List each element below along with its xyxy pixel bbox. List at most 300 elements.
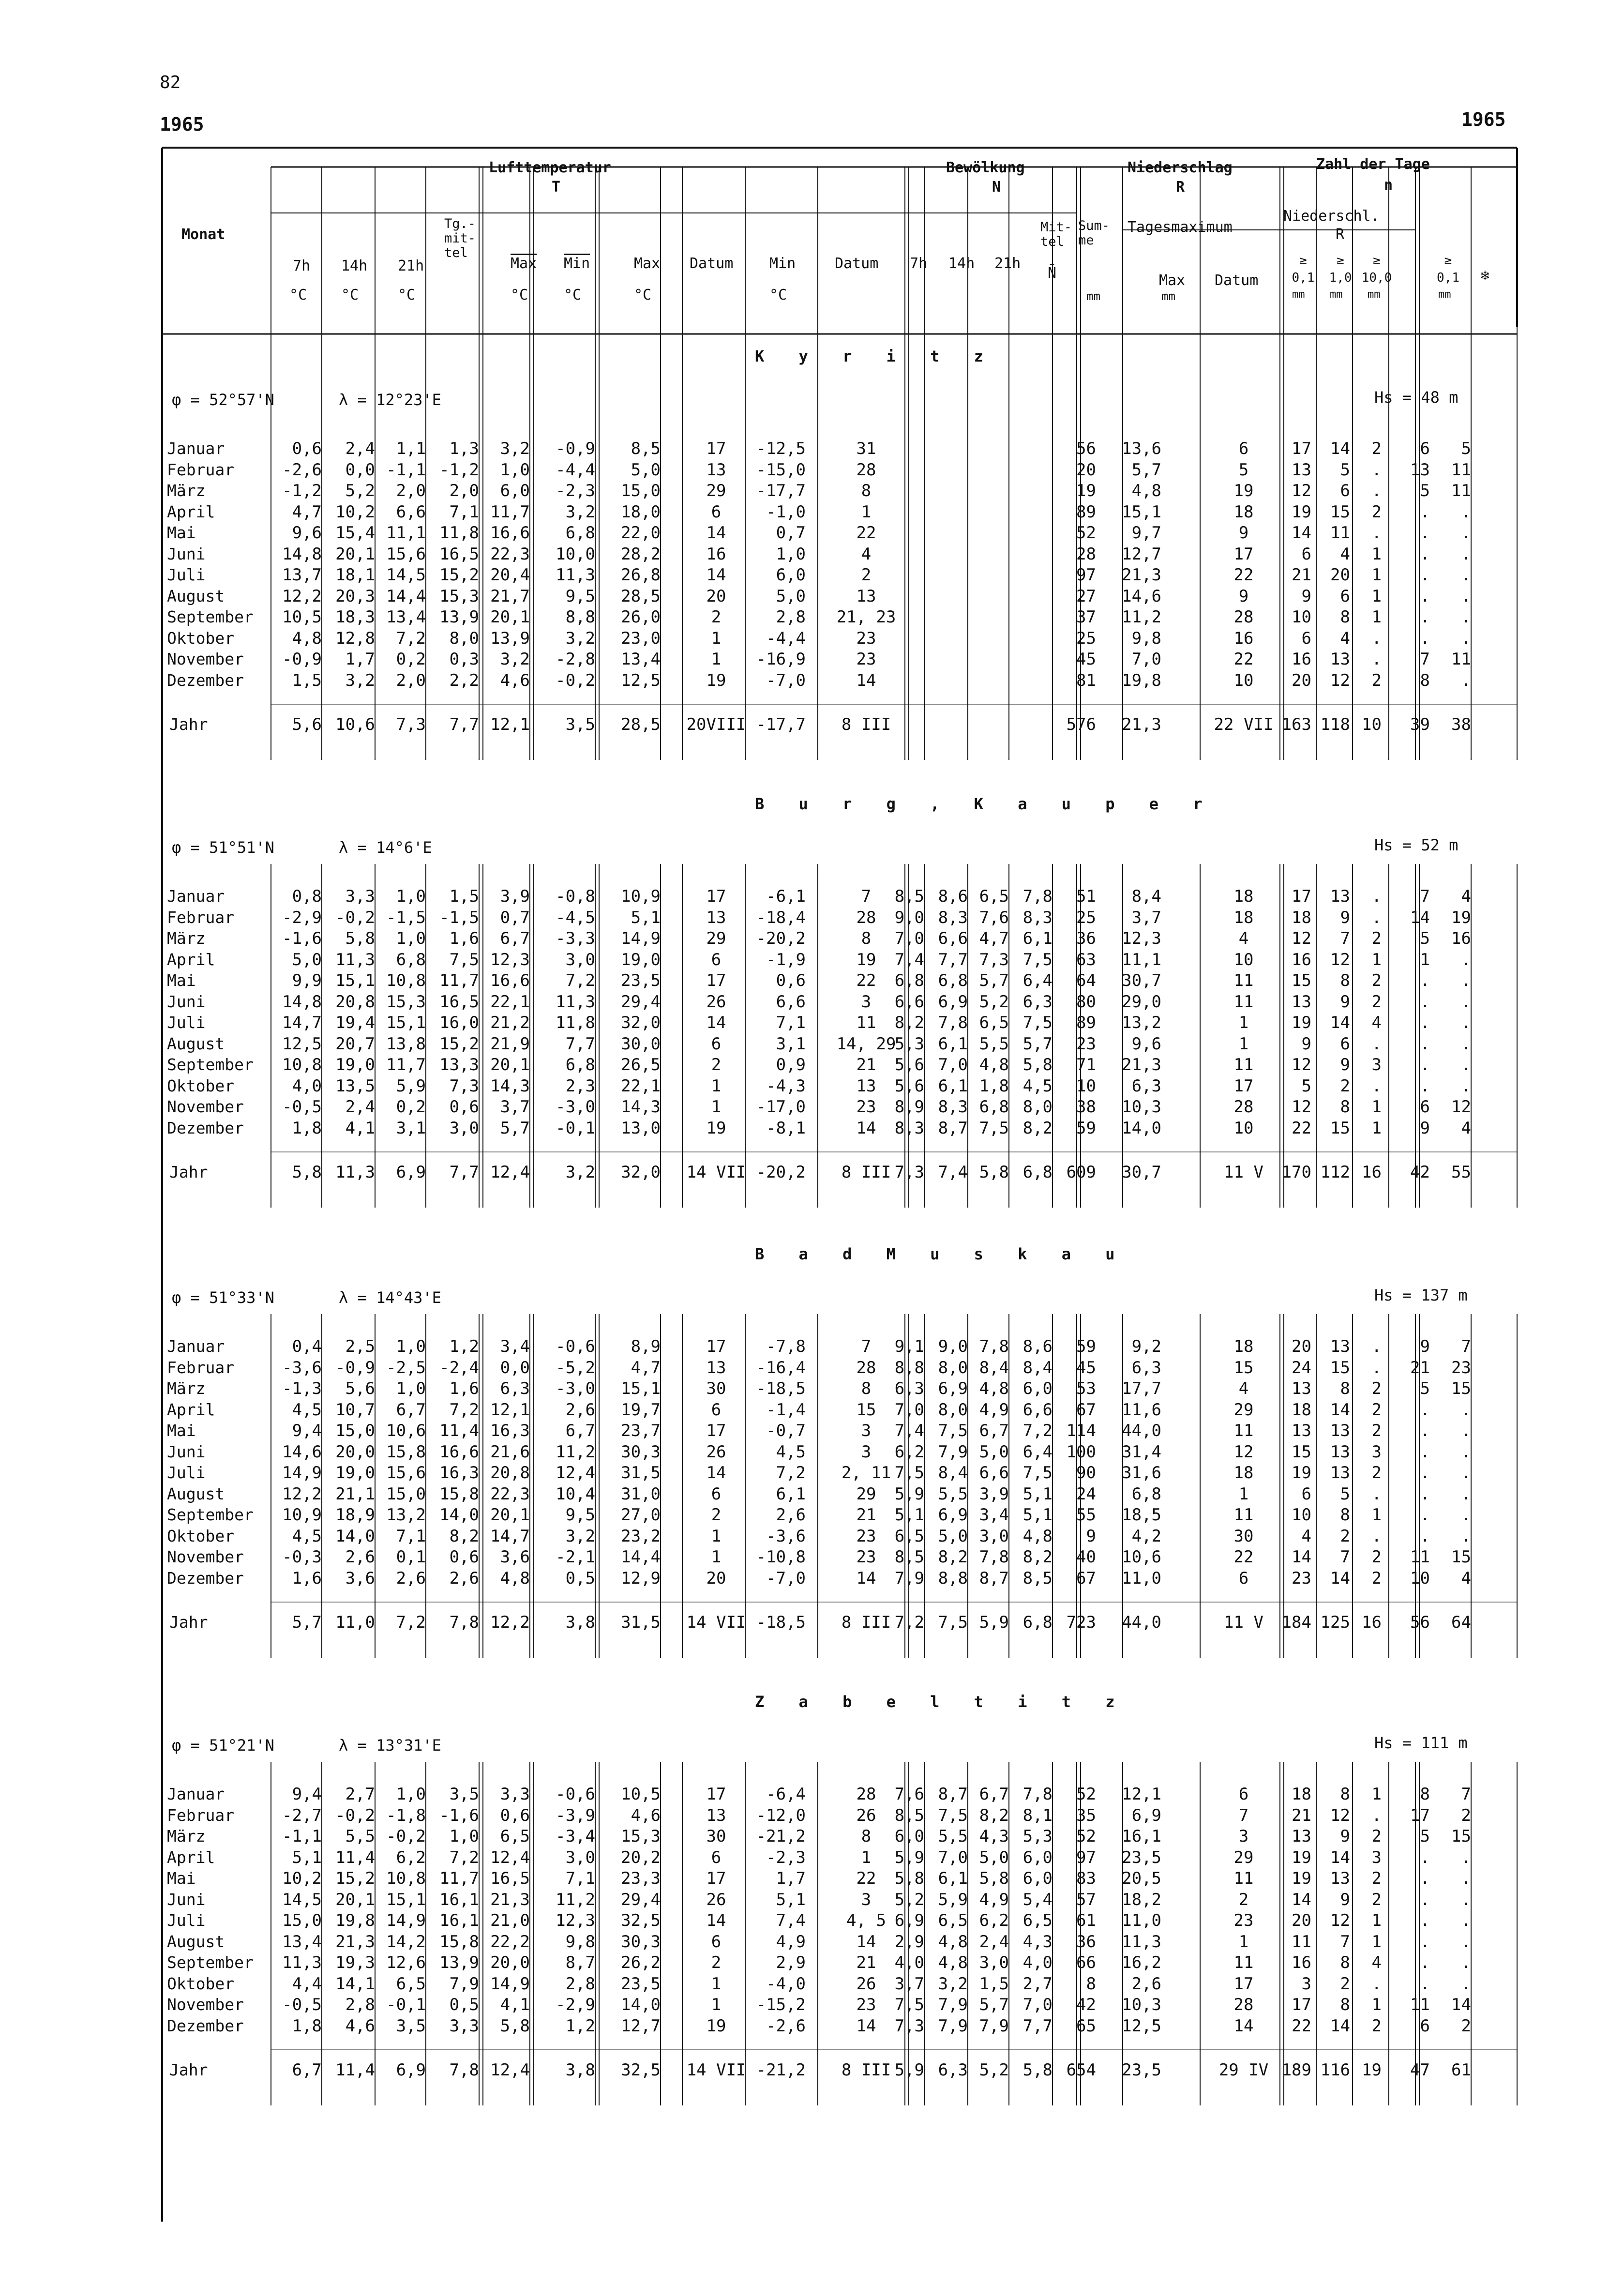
- table-cell: 4,7: [631, 1358, 661, 1377]
- table-cell: 57: [1076, 1890, 1096, 1909]
- table-cell: 11,3: [556, 992, 595, 1012]
- header-bewoelkung-symbol: N: [992, 179, 1001, 196]
- table-cell: .: [1461, 586, 1471, 606]
- month-label: Januar: [167, 1785, 225, 1803]
- table-cell: 7,5: [1023, 950, 1053, 969]
- table-cell: 6,8: [565, 523, 595, 543]
- table-cell: -12,0: [756, 1805, 806, 1825]
- table-cell: 5,5: [979, 1034, 1009, 1054]
- table-cell: 29: [706, 481, 726, 500]
- table-cell: 21: [856, 1055, 876, 1074]
- table-cell: 2,9: [894, 1932, 924, 1952]
- table-cell: 5,1: [292, 1847, 322, 1867]
- table-cell: 14: [1330, 1847, 1350, 1867]
- table-cell: 16,2: [1122, 1953, 1161, 1972]
- table-cell: 2,0: [449, 481, 479, 500]
- table-cell: 5: [1420, 1379, 1430, 1398]
- table-cell: 18,9: [335, 1505, 375, 1525]
- header-unit-mm-4: mm: [1438, 288, 1451, 301]
- header-summe: Sum-me: [1078, 218, 1110, 248]
- header-ge01b: ≥ 0,1: [1437, 253, 1459, 285]
- table-cell: .: [1461, 1442, 1471, 1462]
- table-cell: 36: [1076, 1932, 1096, 1952]
- table-cell: 31,4: [1122, 1442, 1161, 1462]
- table-cell: 10,2: [282, 1869, 322, 1888]
- table-cell: .: [1420, 1421, 1430, 1440]
- table-cell: 18: [1233, 1463, 1254, 1483]
- table-cell: 9,2: [1131, 1337, 1161, 1356]
- station-name: B a d M u s k a u: [755, 1245, 1128, 1263]
- table-cell: 22,0: [621, 523, 661, 543]
- table-cell: 13,0: [621, 1118, 661, 1138]
- table-cell: .: [1371, 1974, 1382, 1994]
- table-cell: .: [1371, 1358, 1382, 1377]
- station-height: Hs = 137 m: [1374, 1286, 1468, 1304]
- table-cell: 9: [1238, 523, 1249, 543]
- year-total-cell: 125: [1320, 1613, 1350, 1632]
- table-cell: 8,2: [1023, 1547, 1053, 1567]
- table-cell: .: [1420, 992, 1430, 1012]
- table-cell: 9: [1340, 1827, 1350, 1846]
- table-cell: 11,7: [439, 1869, 479, 1888]
- table-cell: 2: [1238, 1890, 1249, 1909]
- table-cell: 1,5: [449, 887, 479, 906]
- table-cell: 23,5: [621, 971, 661, 990]
- table-cell: 12,4: [556, 1463, 595, 1483]
- table-cell: 6,6: [1023, 1400, 1053, 1420]
- table-cell: 9: [1086, 1526, 1096, 1546]
- table-cell: 12,3: [490, 950, 530, 969]
- table-cell: 20,2: [621, 1847, 661, 1867]
- month-label: September: [167, 1953, 254, 1972]
- table-cell: 4: [1461, 887, 1471, 906]
- table-cell: 1: [1371, 1911, 1382, 1930]
- table-cell: 2,6: [396, 1568, 426, 1588]
- table-cell: .: [1371, 1337, 1382, 1356]
- table-cell: 14,1: [335, 1974, 375, 1994]
- table-cell: 8: [1340, 607, 1350, 627]
- header-summe-unit: mm: [1086, 289, 1100, 303]
- table-cell: 40: [1076, 1547, 1096, 1567]
- table-cell: 3,2: [500, 650, 530, 669]
- table-cell: 19: [1292, 1847, 1311, 1867]
- year-total-cell: 28,5: [621, 715, 661, 734]
- table-cell: 7,4: [894, 950, 924, 969]
- table-cell: -3,6: [766, 1526, 806, 1546]
- year-total-cell: 8 III: [841, 1613, 891, 1632]
- table-cell: 1,5: [979, 1974, 1009, 1994]
- table-cell: .: [1420, 1484, 1430, 1504]
- table-cell: 5,5: [938, 1484, 968, 1504]
- month-label: Mai: [167, 1869, 196, 1888]
- table-cell: 15,8: [439, 1932, 479, 1952]
- station-name: K y r i t z: [755, 347, 996, 365]
- table-cell: 8,3: [894, 1118, 924, 1138]
- table-cell: 2: [711, 1953, 722, 1972]
- table-cell: -2,3: [766, 1847, 806, 1867]
- table-cell: 10: [1233, 950, 1254, 969]
- table-cell: 14: [1330, 1568, 1350, 1588]
- table-cell: 3: [861, 1442, 872, 1462]
- table-cell: .: [1461, 1911, 1471, 1930]
- snowflake-icon: ❄: [1481, 267, 1490, 284]
- header-ge10: ≥ 1,0: [1329, 253, 1352, 285]
- table-cell: 8,0: [1023, 1097, 1053, 1117]
- table-cell: 22,3: [490, 1484, 530, 1504]
- table-cell: 20: [1330, 565, 1350, 585]
- table-cell: .: [1461, 565, 1471, 585]
- table-cell: 26: [706, 1890, 726, 1909]
- table-cell: 14,3: [490, 1076, 530, 1096]
- table-cell: 8,4: [979, 1358, 1009, 1377]
- header-unit-mm-1: mm: [1292, 288, 1305, 301]
- table-cell: 11,7: [386, 1055, 426, 1074]
- header-monat: Monat: [181, 226, 226, 243]
- table-cell: 17: [1292, 439, 1311, 458]
- table-cell: -12,5: [756, 439, 806, 458]
- table-cell: 3,5: [396, 2016, 426, 2036]
- table-cell: 7,2: [449, 1847, 479, 1867]
- month-label: November: [167, 1995, 244, 2014]
- table-cell: 5,7: [979, 1995, 1009, 2014]
- table-cell: 6,1: [1023, 929, 1053, 948]
- table-cell: 15,3: [621, 1827, 661, 1846]
- year-total-cell: 22 VII: [1214, 715, 1274, 734]
- table-cell: 9,9: [292, 971, 322, 990]
- table-cell: 21,2: [490, 1013, 530, 1032]
- table-cell: 20,1: [335, 544, 375, 564]
- table-cell: 26: [856, 1974, 876, 1994]
- table-cell: 14,7: [490, 1526, 530, 1546]
- header-niederschlag: Niederschlag: [1128, 159, 1233, 176]
- table-cell: .: [1461, 1953, 1471, 1972]
- table-cell: 7,5: [938, 1421, 968, 1440]
- month-label: April: [167, 502, 215, 521]
- table-cell: 28: [856, 908, 876, 927]
- year-total-cell: 170: [1281, 1163, 1311, 1182]
- table-cell: .: [1420, 502, 1430, 522]
- month-label: Mai: [167, 523, 196, 542]
- table-cell: 3: [861, 992, 872, 1012]
- year-total-cell: 23,5: [1122, 2060, 1161, 2080]
- table-cell: 4: [861, 544, 872, 564]
- table-cell: 5,7: [500, 1118, 530, 1138]
- table-cell: 24: [1292, 1358, 1311, 1377]
- table-cell: 7,7: [938, 950, 968, 969]
- table-cell: 11: [1410, 1995, 1430, 2014]
- table-cell: 11,1: [1122, 950, 1161, 969]
- table-cell: 9,6: [292, 523, 322, 543]
- table-cell: 4,8: [292, 628, 322, 648]
- table-cell: 18: [1233, 502, 1254, 522]
- table-cell: 2: [1461, 1805, 1471, 1825]
- table-cell: 7,5: [938, 1805, 968, 1825]
- table-cell: .: [1461, 1869, 1471, 1888]
- table-cell: 29: [706, 929, 726, 948]
- table-cell: 9,8: [1131, 628, 1161, 648]
- table-cell: 2: [1371, 1400, 1382, 1420]
- table-cell: -1,3: [282, 1379, 322, 1398]
- table-cell: 6: [1340, 481, 1350, 500]
- table-cell: 8,2: [449, 1526, 479, 1546]
- month-label: Oktober: [167, 628, 235, 648]
- table-cell: 14,4: [386, 586, 426, 606]
- table-cell: 17: [706, 971, 726, 990]
- table-cell: -4,3: [766, 1076, 806, 1096]
- table-cell: .: [1420, 971, 1430, 990]
- table-cell: 8: [1340, 1953, 1350, 1972]
- station-height: Hs = 111 m: [1374, 1734, 1468, 1752]
- table-cell: 3: [1371, 1847, 1382, 1867]
- table-cell: .: [1461, 1932, 1471, 1952]
- table-cell: 23,5: [1122, 1847, 1161, 1867]
- table-cell: 16: [706, 544, 726, 564]
- table-cell: 12: [1292, 481, 1311, 500]
- table-cell: 2: [1340, 1076, 1350, 1096]
- table-cell: 23,7: [621, 1421, 661, 1440]
- year-total-cell: 56: [1410, 1613, 1430, 1632]
- table-cell: 4,6: [345, 2016, 375, 2036]
- station-latitude: φ = 51°33'N: [172, 1288, 274, 1307]
- table-cell: 7,5: [979, 1118, 1009, 1138]
- table-cell: 21: [856, 1505, 876, 1525]
- table-cell: .: [1420, 1869, 1430, 1888]
- table-cell: 0,3: [449, 650, 479, 669]
- table-cell: 16: [1233, 628, 1254, 648]
- table-cell: 4: [1371, 1013, 1382, 1032]
- month-label: Oktober: [167, 1076, 235, 1095]
- table-cell: 6: [1301, 1484, 1311, 1504]
- table-cell: -3,4: [556, 1827, 595, 1846]
- table-cell: 3,4: [500, 1337, 530, 1356]
- table-cell: 6,6: [979, 1463, 1009, 1483]
- table-cell: 7,1: [449, 502, 479, 522]
- table-cell: 8,8: [894, 1358, 924, 1377]
- table-cell: 10,3: [1122, 1097, 1161, 1117]
- table-cell: 10: [1292, 607, 1311, 627]
- table-cell: 14,0: [335, 1526, 375, 1546]
- table-cell: 4,0: [1023, 1953, 1053, 1972]
- table-cell: 9: [1340, 1055, 1350, 1074]
- year-total-cell: 7,7: [449, 715, 479, 734]
- table-cell: 8,5: [894, 1547, 924, 1567]
- table-cell: 13: [1330, 1463, 1350, 1483]
- table-cell: 3,2: [565, 628, 595, 648]
- year-total-cell: 609: [1066, 1163, 1096, 1182]
- table-cell: 11,6: [1122, 1400, 1161, 1420]
- header-unit-c-2: °C: [341, 287, 359, 303]
- table-cell: 13,8: [386, 1034, 426, 1054]
- table-cell: 15,1: [386, 1890, 426, 1909]
- table-cell: 10,6: [1122, 1547, 1161, 1567]
- table-cell: 2,8: [565, 1974, 595, 1994]
- table-cell: 15: [1451, 1547, 1471, 1567]
- table-cell: 2: [1371, 670, 1382, 690]
- table-cell: 17: [706, 439, 726, 458]
- table-cell: .: [1461, 1974, 1471, 1994]
- year-total-cell: 47: [1410, 2060, 1430, 2080]
- table-cell: 9: [1301, 1034, 1311, 1054]
- table-cell: 12,7: [1122, 544, 1161, 564]
- table-cell: .: [1420, 1442, 1430, 1462]
- table-cell: 9,4: [292, 1785, 322, 1804]
- table-cell: 17: [1233, 1974, 1254, 1994]
- table-cell: 15,8: [439, 1484, 479, 1504]
- table-cell: 13,5: [335, 1076, 375, 1096]
- table-cell: 23: [856, 1547, 876, 1567]
- table-cell: .: [1420, 607, 1430, 627]
- table-cell: 8,7: [938, 1785, 968, 1804]
- header-unit-c-7: °C: [769, 287, 787, 303]
- table-cell: 12,9: [621, 1568, 661, 1588]
- table-cell: 9,5: [565, 1505, 595, 1525]
- table-cell: 4,5: [292, 1400, 322, 1420]
- table-cell: 5,0: [979, 1847, 1009, 1867]
- table-cell: 27,0: [621, 1505, 661, 1525]
- table-cell: 1,0: [396, 1785, 426, 1804]
- table-cell: 7: [1340, 1932, 1350, 1952]
- year-total-cell: 16: [1362, 1163, 1382, 1182]
- table-cell: 24: [1076, 1484, 1096, 1504]
- table-cell: 1: [1371, 544, 1382, 564]
- table-cell: 22: [1233, 565, 1254, 585]
- table-cell: -4,0: [766, 1974, 806, 1994]
- table-cell: 11,3: [556, 565, 595, 585]
- table-cell: 7,2: [449, 1400, 479, 1420]
- table-cell: -15,0: [756, 460, 806, 480]
- table-cell: 6,8: [565, 1055, 595, 1074]
- month-label: Juli: [167, 1013, 206, 1032]
- table-cell: 12,2: [282, 1484, 322, 1504]
- table-cell: 29,4: [621, 1890, 661, 1909]
- table-cell: 38: [1076, 1097, 1096, 1117]
- table-cell: 15,0: [621, 481, 661, 500]
- table-cell: -0,9: [282, 650, 322, 669]
- table-cell: .: [1371, 1484, 1382, 1504]
- header-unit-mm-3: mm: [1368, 288, 1381, 301]
- table-cell: 3: [1371, 1442, 1382, 1462]
- table-cell: 23: [856, 1995, 876, 2014]
- header-datum2: Datum: [835, 255, 879, 272]
- table-cell: 3,0: [565, 1847, 595, 1867]
- table-cell: 7,8: [1023, 887, 1053, 906]
- table-cell: 35: [1076, 1805, 1096, 1825]
- table-cell: .: [1420, 1890, 1430, 1909]
- station-longitude: λ = 12°23'E: [339, 391, 441, 409]
- table-cell: 6,8: [979, 1097, 1009, 1117]
- table-cell: 1,0: [449, 1827, 479, 1846]
- table-cell: 21,1: [335, 1484, 375, 1504]
- year-total-cell: 16: [1362, 1613, 1382, 1632]
- table-cell: 6,5: [938, 1911, 968, 1930]
- table-cell: 1: [1371, 1097, 1382, 1117]
- table-cell: 6,7: [500, 929, 530, 948]
- table-cell: 2,6: [1131, 1974, 1161, 1994]
- table-cell: 114: [1066, 1421, 1096, 1440]
- table-cell: -0,3: [282, 1547, 322, 1567]
- table-cell: -2,9: [282, 908, 322, 927]
- table-cell: 3,2: [565, 1526, 595, 1546]
- table-cell: 9: [1420, 1118, 1430, 1138]
- table-cell: 19: [1292, 1463, 1311, 1483]
- table-cell: 1: [1371, 950, 1382, 969]
- table-cell: 14: [706, 565, 726, 585]
- table-cell: 13: [1410, 460, 1430, 480]
- table-cell: -1,9: [766, 950, 806, 969]
- table-cell: 15: [1330, 502, 1350, 522]
- month-label: August: [167, 1932, 225, 1951]
- month-label: Dezember: [167, 1118, 244, 1137]
- year-total-cell: 5,6: [292, 715, 322, 734]
- table-cell: 3,9: [500, 887, 530, 906]
- table-cell: 10,7: [335, 1400, 375, 1420]
- table-cell: 1: [1371, 1995, 1382, 2014]
- year-total-cell: 64: [1451, 1613, 1471, 1632]
- table-cell: 16,1: [1122, 1827, 1161, 1846]
- table-cell: 36: [1076, 929, 1096, 948]
- table-cell: 14: [856, 1568, 876, 1588]
- table-cell: 31,6: [1122, 1463, 1161, 1483]
- table-cell: 8,9: [894, 1097, 924, 1117]
- table-cell: 6,2: [979, 1911, 1009, 1930]
- month-label: Januar: [167, 887, 225, 906]
- table-cell: 15,2: [335, 1869, 375, 1888]
- table-cell: 19: [1076, 481, 1096, 500]
- table-cell: 28: [1233, 1097, 1254, 1117]
- table-cell: -2,1: [556, 1547, 595, 1567]
- year-total-cell: 8 III: [841, 1163, 891, 1182]
- table-cell: 1: [1371, 1505, 1382, 1525]
- month-label: Dezember: [167, 670, 244, 690]
- table-cell: 1: [1371, 1118, 1382, 1138]
- table-cell: 22,1: [490, 992, 530, 1012]
- month-label: Februar: [167, 1358, 235, 1377]
- table-cell: 6,9: [938, 1379, 968, 1398]
- table-cell: 20: [1292, 1337, 1311, 1356]
- year-total-cell: 8 III: [841, 2060, 891, 2080]
- table-cell: 97: [1076, 565, 1096, 585]
- table-cell: .: [1420, 1953, 1430, 1972]
- table-cell: 52: [1076, 523, 1096, 543]
- table-cell: 5,5: [345, 1827, 375, 1846]
- year-total-cell: 32,5: [621, 2060, 661, 2080]
- table-cell: 9: [1420, 1337, 1430, 1356]
- table-cell: -18,5: [756, 1379, 806, 1398]
- table-cell: 9,5: [565, 586, 595, 606]
- table-cell: 16,3: [439, 1463, 479, 1483]
- table-cell: 2,6: [565, 1400, 595, 1420]
- table-cell: 1,0: [396, 1379, 426, 1398]
- year-total-cell: -18,5: [756, 1613, 806, 1632]
- table-cell: 2: [1340, 1974, 1350, 1994]
- table-cell: 6,5: [396, 1974, 426, 1994]
- table-cell: 16: [1292, 650, 1311, 669]
- table-cell: 10,4: [556, 1484, 595, 1504]
- table-cell: 16,5: [439, 544, 479, 564]
- table-cell: 12,5: [282, 1034, 322, 1054]
- table-cell: 1: [861, 502, 872, 522]
- table-cell: .: [1420, 1076, 1430, 1096]
- table-cell: 19: [706, 670, 726, 690]
- table-cell: 20,8: [335, 992, 375, 1012]
- table-cell: 1,2: [565, 2016, 595, 2036]
- table-cell: 30,3: [621, 1932, 661, 1952]
- table-cell: 3,2: [565, 502, 595, 522]
- table-cell: -1,4: [766, 1400, 806, 1420]
- table-cell: 55: [1076, 1505, 1096, 1525]
- table-cell: 3,9: [979, 1484, 1009, 1504]
- table-cell: 2: [1461, 2016, 1471, 2036]
